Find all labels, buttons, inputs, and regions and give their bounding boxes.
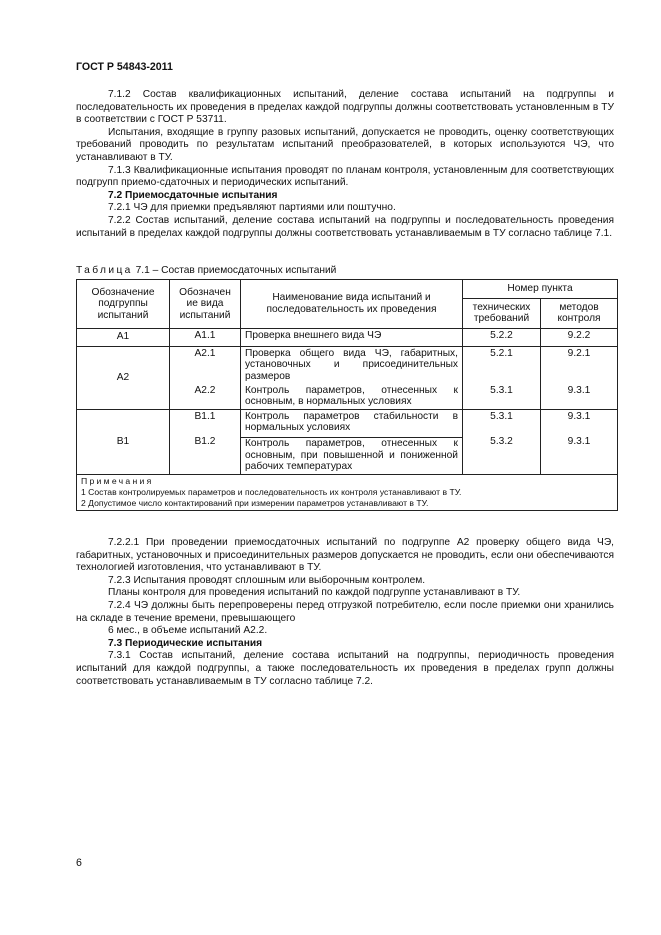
tech-cell: [463, 346, 541, 409]
table-row: [77, 328, 618, 346]
table-notes: [77, 474, 618, 511]
code-cell: А1.1: [170, 328, 241, 346]
name-cell: Проверка внешнего вида ЧЭ: [241, 328, 463, 346]
paragraph-control-plans: Планы контроля для проведения испытаний по каждой подгруппе устанавливают в ТУ.: [108, 587, 521, 599]
table-notes-row: [77, 474, 618, 511]
name-cell: [241, 346, 463, 409]
header-control-methods: методов контроля: [541, 298, 618, 328]
heading-7-3: 7.3 Периодические испытания: [108, 637, 263, 649]
table-header-row: [77, 280, 618, 299]
name-cell: [241, 409, 463, 474]
name-value: Контроль параметров, отнесенных к основным, при повышенной и пониженной рабочих температурах: [241, 437, 462, 473]
method-value: 9.2.1: [567, 347, 591, 359]
subgroup-cell: А1: [77, 328, 170, 346]
name-value: Проверка общего вида ЧЭ, габаритных, установочных и присоединительных размеров: [245, 347, 458, 382]
name-value: Контроль параметров стабильности в нормальных условиях: [245, 410, 458, 434]
subgroup-cell: А2: [77, 346, 170, 409]
tech-value: 5.3.1: [490, 410, 513, 422]
paragraph-7-1-2: 7.1.2 Состав квалификационных испытаний, деление состава испытаний на подгруппы и последовательность их проведения в пределах каждой подгруппы должны соответствовать установленным в ТУ в соответствии с ГОСТ Р 53711.: [76, 89, 614, 126]
header-test-type: Обозначен ие вида испытаний: [170, 280, 241, 329]
code-value: В1.1: [194, 410, 216, 422]
paragraph-7-2-4-continued: 6 мес., в объеме испытаний А2.2.: [108, 625, 268, 637]
tech-cell: [463, 409, 541, 474]
paragraph-7-2-3: 7.2.3 Испытания проводят сплошным или выборочным контролем.: [108, 574, 426, 586]
tech-value: 5.3.1: [490, 385, 513, 397]
code-value: В1.2: [194, 436, 216, 448]
heading-7-2: 7.2 Приемосдаточные испытания: [108, 189, 278, 201]
tech-value: 5.3.2: [490, 436, 513, 448]
note-item: 2 Допустимое число контактирований при измерении параметров устанавливают в ТУ.: [81, 498, 429, 509]
method-cell: [541, 346, 618, 409]
header-tech-requirements: технических требований: [463, 298, 541, 328]
page-header: ГОСТ Р 54843-2011: [76, 61, 173, 73]
paragraph-7-1-3: 7.1.3 Квалификационные испытания проводят по планам контроля, установленным для соответствующих подгрупп приемо-сдаточных и периодических испытаний.: [76, 164, 614, 189]
table-caption-word: Таблица: [76, 265, 133, 276]
method-value: 9.3.1: [567, 436, 591, 448]
subgroup-cell: В1: [77, 409, 170, 474]
code-value: А2.1: [194, 347, 216, 359]
tech-cell: 5.2.2: [463, 328, 541, 346]
tech-value: 5.2.1: [490, 347, 513, 359]
header-subgroup: Обозначение подгруппы испытаний: [77, 280, 170, 329]
code-cell: [170, 409, 241, 474]
notes-title: Примечания: [81, 475, 154, 486]
paragraph-7-2-2: 7.2.2 Состав испытаний, деление состава испытаний на подгруппы и последовательность проведения испытаний в пределах каждой подгруппы должны соответствовать устанавливаемым в ТУ согласно таблице 7.1.: [76, 214, 614, 239]
method-value: 9.3.1: [567, 410, 591, 422]
table-caption: [76, 265, 336, 276]
table-caption-title: 7.1 – Состав приемосдаточных испытаний: [135, 265, 337, 276]
paragraph-7-3-1: 7.3.1 Состав испытаний, деление состава испытаний на подгруппы, периодичность проведения испытаний для каждой подгруппы, а также последовательность их проведения в пределах групп должны соответствовать устанавливаемым в ТУ согласно таблице 7.2.: [76, 650, 614, 687]
method-cell: [541, 409, 618, 474]
acceptance-tests-table: [76, 279, 618, 511]
header-test-name: Наименование вида испытаний и последовательность их проведения: [241, 280, 463, 329]
table-row: [77, 409, 618, 474]
code-cell: [170, 346, 241, 409]
method-value: 9.3.1: [567, 385, 591, 397]
table-row: [77, 346, 618, 409]
paragraph-7-2-4: 7.2.4 ЧЭ должны быть перепроверены перед отгрузкой потребителю, если после приемки они хранились на складе в течение времени, превышающего: [76, 599, 614, 624]
section-7-2-continued-text: [76, 537, 614, 688]
paragraph-7-2-2-1: 7.2.2.1 При проведении приемосдаточных испытаний по подгруппе А2 проверку общего вида ЧЭ, габаритных, установочных и присоединительных размеров допускается не проводить, если они обеспечиваются технологией изготовления, что устанавливают в ТУ.: [76, 537, 614, 574]
page-number: 6: [76, 857, 82, 869]
method-cell: 9.2.2: [541, 328, 618, 346]
paragraph-one-time-tests: Испытания, входящие в группу разовых испытаний, допускается не проводить, оценку соответствующих требований проводить по результатам испытаний преобразователей, в которых используются ЧЭ, что устанавливают в ТУ.: [76, 126, 614, 163]
code-value: А2.2: [194, 385, 216, 397]
note-item: 1 Состав контролируемых параметров и последовательность их контроля устанавливают в ТУ.: [81, 486, 462, 497]
name-value: Контроль параметров, отнесенных к основным, в нормальных условиях: [245, 384, 458, 408]
header-item-number: Номер пункта: [463, 280, 618, 299]
paragraph-7-2-1: 7.2.1 ЧЭ для приемки предъявляют партиями или поштучно.: [108, 202, 396, 214]
section-7-1-text: [76, 89, 614, 240]
